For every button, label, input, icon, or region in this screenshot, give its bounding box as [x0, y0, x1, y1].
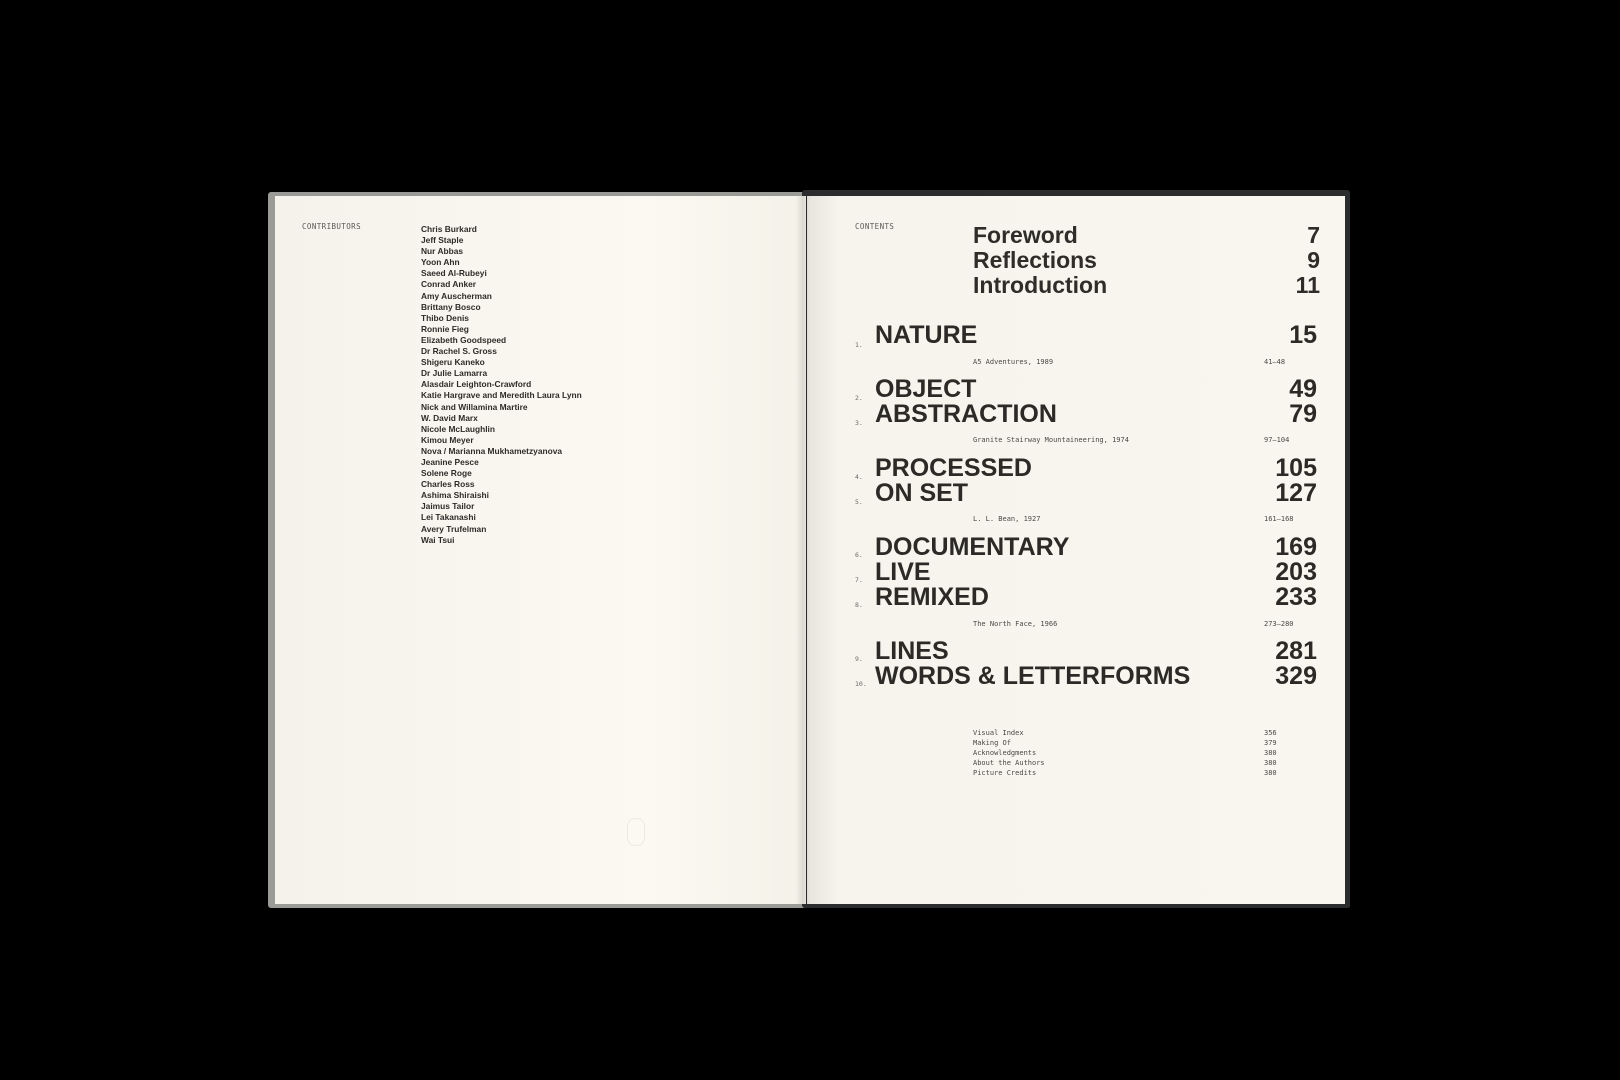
end-matter-title: Making Of [973, 739, 1011, 747]
chapter-title: LINES [875, 637, 949, 665]
end-matter-page: 380 [1264, 769, 1277, 777]
chapter-title: ABSTRACTION [875, 400, 1057, 428]
contributor-name: Shigeru Kaneko [421, 357, 485, 368]
end-matter-title: About the Authors [973, 759, 1045, 767]
chapter-title: ON SET [875, 479, 969, 507]
chapter-page: 281 [1275, 637, 1317, 665]
contributor-name: Kimou Meyer [421, 434, 474, 445]
chapter-title: DOCUMENTARY [875, 533, 1070, 561]
chapter-number: 8. [855, 601, 863, 609]
end-matter-page: 380 [1264, 749, 1277, 757]
chapter-title: OBJECT [875, 375, 977, 403]
chapter-page: 169 [1275, 533, 1317, 561]
feature-pages: 161–168 [1264, 515, 1294, 523]
end-matter-page: 379 [1264, 739, 1277, 747]
feature-pages: 97–104 [1264, 436, 1290, 444]
chapter-title: NATURE [875, 321, 978, 349]
contributor-name: Alasdair Leighton-Crawford [421, 379, 532, 390]
end-matter-title: Picture Credits [973, 769, 1037, 777]
toc-frontmatter-title: Reflections [973, 247, 1097, 273]
contributor-name: Thibo Denis [421, 312, 469, 323]
chapter-page: 233 [1275, 583, 1317, 611]
chapter-number: 7. [855, 576, 863, 584]
chapter-number: 9. [855, 655, 863, 663]
chapter-page: 329 [1275, 662, 1317, 690]
chapter-page: 15 [1289, 321, 1317, 349]
contributor-name: Nicole McLaughlin [421, 423, 495, 434]
chapter-page: 105 [1275, 454, 1317, 482]
toc-frontmatter-page: 9 [1307, 247, 1320, 273]
contributor-name: Lei Takanashi [421, 512, 476, 523]
toc-frontmatter-title: Foreword [973, 222, 1078, 248]
contributor-name: Saeed Al-Rubeyi [421, 268, 487, 279]
contributor-name: Nova / Marianna Mukhametzyanova [421, 445, 563, 456]
contributor-name: Ashima Shiraishi [421, 490, 489, 501]
feature-title: The North Face, 1966 [973, 620, 1058, 628]
contributors-label: CONTRIBUTORS [302, 222, 361, 231]
contributor-name: Ronnie Fieg [421, 323, 469, 334]
contributor-name: Charles Ross [421, 479, 475, 490]
feature-title: Granite Stairway Mountaineering, 1974 [973, 436, 1129, 444]
contributor-name: Jaimus Tailor [421, 501, 475, 512]
chapter-number: 6. [855, 551, 863, 559]
contributor-name: Brittany Bosco [421, 301, 481, 312]
feature-title: A5 Adventures, 1989 [973, 358, 1054, 366]
chapter-number: 1. [855, 341, 863, 349]
contributor-name: Chris Burkard [421, 224, 477, 234]
end-matter-page: 356 [1264, 729, 1277, 737]
feature-pages: 273–280 [1264, 620, 1294, 628]
chapter-title: PROCESSED [875, 454, 1032, 482]
chapter-title: LIVE [875, 558, 931, 586]
contributor-name: Amy Auscherman [421, 290, 492, 301]
chapter-number: 4. [855, 473, 863, 481]
contributor-name: Avery Trufelman [421, 523, 487, 534]
contributor-name: Nick and Willamina Martire [421, 401, 528, 412]
contributor-name: Dr Julie Lamarra [421, 368, 488, 379]
feature-pages: 41–48 [1264, 358, 1286, 366]
end-matter-title: Acknowledgments [973, 749, 1037, 757]
toc-frontmatter-page: 7 [1307, 222, 1320, 248]
contents-label: CONTENTS [855, 222, 895, 231]
feature-title: L. L. Bean, 1927 [973, 515, 1041, 523]
contributor-name: Solene Roge [421, 468, 472, 479]
contributor-name: Nur Abbas [421, 246, 464, 257]
contributor-name: Wai Tsui [421, 534, 455, 545]
toc-frontmatter-page: 11 [1295, 272, 1320, 298]
toc-frontmatter-title: Introduction [973, 272, 1108, 298]
chapter-page: 79 [1289, 400, 1317, 428]
chapter-page: 127 [1275, 479, 1317, 507]
chapter-number: 3. [855, 419, 863, 427]
contributor-name: W. David Marx [421, 412, 478, 423]
contributors-list [421, 224, 582, 546]
contributor-name: Jeff Staple [421, 235, 464, 246]
contributor-name: Conrad Anker [421, 279, 477, 290]
chapter-title: WORDS & LETTERFORMS [875, 662, 1191, 690]
chapter-number: 5. [855, 498, 863, 506]
contributor-name: Elizabeth Goodspeed [421, 334, 507, 345]
gutter-shadow [796, 196, 810, 904]
chapter-page: 49 [1289, 375, 1317, 403]
show-through-logo [627, 818, 645, 846]
end-matter-title: Visual Index [973, 729, 1024, 737]
contributor-name: Jeanine Pesce [421, 456, 479, 467]
contributor-name: Katie Hargrave and Meredith Laura Lynn [421, 390, 582, 401]
chapter-number: 2. [855, 394, 863, 402]
contributor-name: Dr Rachel S. Gross [421, 346, 497, 357]
chapter-number: 10. [855, 680, 867, 688]
chapter-title: REMIXED [875, 583, 989, 611]
end-matter-page: 380 [1264, 759, 1277, 767]
chapter-page: 203 [1275, 558, 1317, 586]
contributor-name: Yoon Ahn [421, 257, 460, 268]
